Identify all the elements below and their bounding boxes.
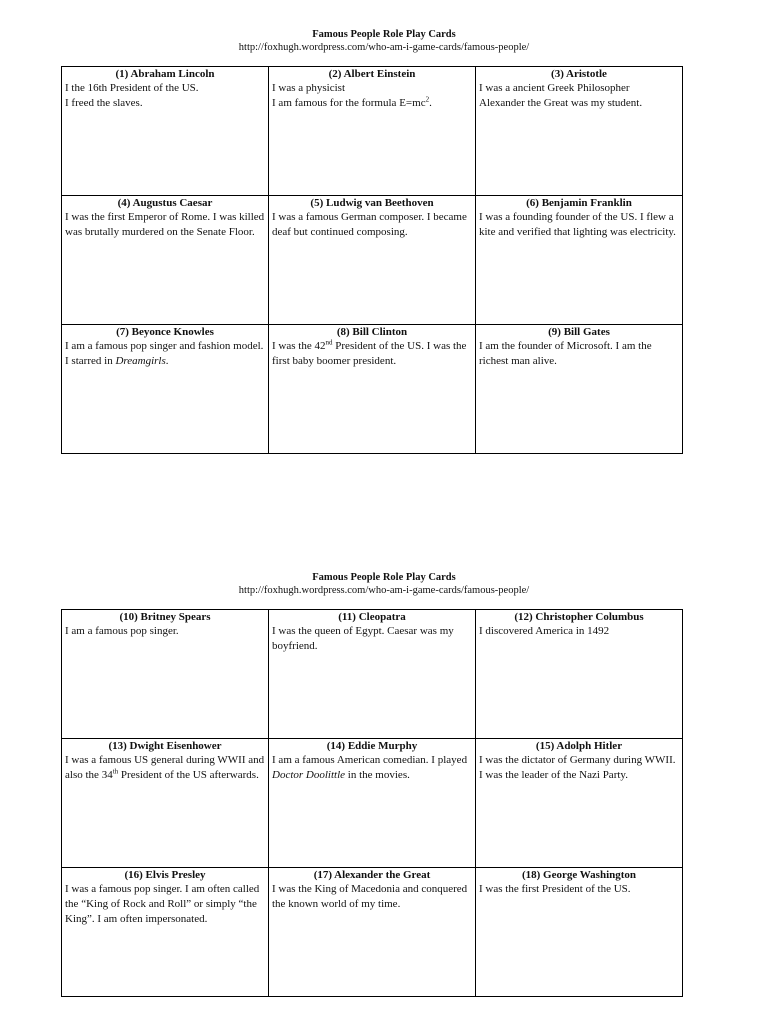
- card-line: I was the first Emperor of Rome. I was killed was brutally murdered on the Senate Floor.: [65, 211, 265, 238]
- card: [62, 196, 269, 325]
- card-name: (4) Augustus Caesar: [117, 197, 213, 209]
- card-name: (5) Ludwig van Beethoven: [310, 197, 434, 209]
- sheet-url: http://foxhugh.wordpress.com/who-am-i-game-cards/famous-people/: [238, 42, 530, 53]
- card-name: (10) Britney Spears: [119, 611, 211, 623]
- card-line: Alexander the Great was my student.: [479, 97, 643, 109]
- card-sheet-1: [0, 28, 768, 367]
- card-line: I discovered America in 1492: [479, 625, 610, 637]
- card: [62, 610, 269, 739]
- card-name: (7) Beyonce Knowles: [116, 326, 214, 338]
- card-line: I was a famous pop singer. I am often called the “King of Rock and Roll” or simply “the King”. I am often impersonated.: [65, 883, 260, 925]
- card: [269, 739, 476, 868]
- card-name: (9) Bill Gates: [548, 326, 610, 338]
- card-line: I was the 42nd President of the US. I was the first baby boomer president.: [272, 338, 467, 367]
- card: [476, 325, 683, 454]
- card-line: I am a famous American comedian. I played Doctor Doolittle in the movies.: [272, 754, 468, 781]
- card: [476, 196, 683, 325]
- card-grid: [61, 66, 683, 454]
- sheet-title: Famous People Role Play Cards: [312, 29, 456, 40]
- card-line: I am the founder of Microsoft. I am the richest man alive.: [479, 340, 652, 367]
- card-line: I was the first President of the US.: [479, 883, 631, 895]
- card-name: (2) Albert Einstein: [328, 68, 416, 80]
- card-name: (11) Cleopatra: [338, 611, 406, 623]
- card-sheet-2: [0, 571, 768, 925]
- card-name: (12) Christopher Columbus: [514, 611, 644, 623]
- card-line: I am famous for the formula $E=mc^2$.: [272, 95, 432, 109]
- card: [476, 739, 683, 868]
- card-line: I was the King of Macedonia and conquered the known world of my time.: [272, 883, 468, 910]
- card-line: I was a founding founder of the US. I flew a kite and verified that lighting was electricity.: [479, 211, 676, 238]
- card: [62, 868, 269, 997]
- card: [62, 67, 269, 196]
- card-line: I was a famous German composer. I became deaf but continued composing.: [272, 211, 467, 238]
- card: [476, 868, 683, 997]
- card-line: I was a famous US general during WWII and also the 34th President of the US afterwards.: [65, 754, 265, 781]
- card-name: (18) George Washington: [521, 869, 637, 881]
- card-name: (17) Alexander the Great: [313, 869, 431, 881]
- card: [476, 67, 683, 196]
- card-line: I was the dictator of Germany during WWII. I was the leader of the Nazi Party.: [479, 754, 676, 781]
- card: [269, 868, 476, 997]
- card-line: I freed the slaves.: [65, 97, 143, 109]
- card-name: (16) Elvis Presley: [124, 869, 206, 881]
- card: [62, 325, 269, 454]
- card: [269, 610, 476, 739]
- card-grid: [61, 609, 683, 997]
- card-name: (14) Eddie Murphy: [326, 740, 418, 752]
- card-line: I was a physicist: [272, 82, 346, 94]
- card-line: I the 16th President of the US.: [65, 82, 199, 94]
- card-name: (3) Aristotle: [551, 68, 607, 80]
- card: [269, 325, 476, 454]
- card-line: I was the queen of Egypt. Caesar was my boyfriend.: [272, 625, 454, 652]
- sheet-title: Famous People Role Play Cards: [312, 572, 456, 583]
- card-name: (6) Benjamin Franklin: [526, 197, 632, 209]
- card: [269, 67, 476, 196]
- card-line: I was a ancient Greek Philosopher: [479, 82, 630, 94]
- sheet-url: http://foxhugh.wordpress.com/who-am-i-game-cards/famous-people/: [238, 585, 530, 596]
- card-line: I am a famous pop singer and fashion model. I starred in Dreamgirls.: [65, 340, 264, 367]
- card: [269, 196, 476, 325]
- card-line: I am a famous pop singer.: [65, 625, 179, 637]
- card: [62, 739, 269, 868]
- card-name: (13) Dwight Eisenhower: [108, 740, 222, 752]
- card-name: (15) Adolph Hitler: [535, 740, 623, 752]
- card-name: (8) Bill Clinton: [336, 326, 408, 338]
- card: [476, 610, 683, 739]
- card-name: (1) Abraham Lincoln: [115, 68, 215, 80]
